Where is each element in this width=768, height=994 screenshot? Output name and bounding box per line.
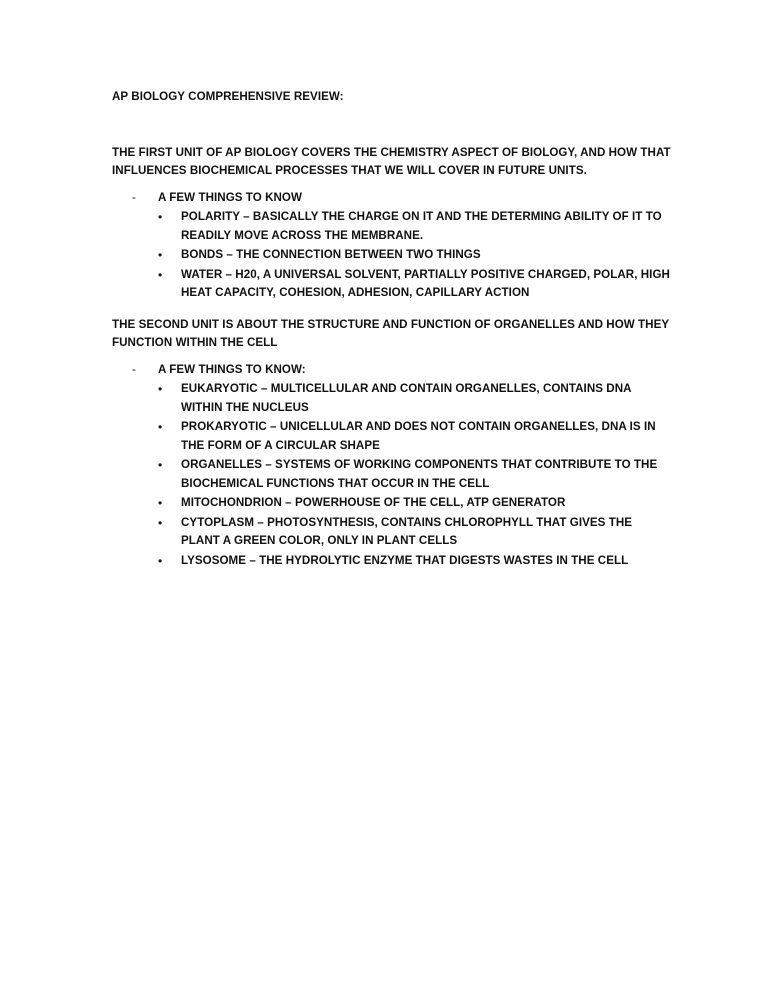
list-item-text: PROKARYOTIC – UNICELLULAR AND DOES NOT CONTAIN ORGANELLES, DNA IS IN THE FORM OF A CIRCULAR SHAPE [181, 420, 656, 452]
list-item-text: BONDS – THE CONNECTION BETWEEN TWO THINGS [181, 248, 481, 261]
unit-1-dash-list [112, 189, 672, 303]
bullet-icon: • [158, 382, 163, 396]
list-item-text: LYSOSOME – THE HYDROLYTIC ENZYME THAT DIGESTS WASTES IN THE CELL [181, 553, 629, 567]
dash-marker: - [132, 362, 136, 376]
list-item [158, 494, 672, 513]
list-item-text: WATER – H20, A UNIVERSAL SOLVENT, PARTIALLY POSITIVE CHARGED, POLAR, HIGH HEAT CAPACITY, COHESION, ADHESION, CAPILLARY ACTION [181, 267, 670, 299]
bullet-icon: • [158, 458, 163, 472]
list-item-text: POLARITY – BASICALLY THE CHARGE ON IT AND THE DETERMING ABILITY OF IT TO READILY MOVE ACROSS THE MEMBRANE. [181, 210, 662, 242]
unit-2-dash-list [112, 361, 672, 571]
list-item [158, 514, 672, 551]
dash-marker: - [132, 190, 136, 204]
bullet-icon: • [158, 496, 163, 510]
unit-2-section [112, 316, 672, 571]
list-item-text: ORGANELLES – SYSTEMS OF WORKING COMPONENTS THAT CONTRIBUTE TO THE BIOCHEMICAL FUNCTIONS THAT OCCUR IN THE CELL [181, 458, 658, 490]
bullet-icon: • [158, 553, 163, 568]
list-item [158, 552, 672, 571]
list-item-text: MITOCHONDRION – POWERHOUSE OF THE CELL, ATP GENERATOR [181, 496, 566, 509]
unit-2-intro: THE SECOND UNIT IS ABOUT THE STRUCTURE AND FUNCTION OF ORGANELLES AND HOW THEY FUNCTION WITHIN THE CELL [112, 317, 669, 349]
unit-2-bullet-list [158, 380, 672, 570]
list-item [158, 266, 672, 303]
unit-1-list-heading: A FEW THINGS TO KNOW [158, 190, 302, 204]
bullet-icon: • [158, 267, 163, 282]
list-item [158, 418, 672, 455]
list-item-text: EUKARYOTIC – MULTICELLULAR AND CONTAIN ORGANELLES, CONTAINS DNA WITHIN THE NUCLEUS [181, 382, 632, 414]
bullet-icon: • [158, 420, 163, 434]
unit-1-section [112, 144, 672, 303]
unit-2-list-heading-item [112, 361, 672, 571]
bullet-icon: • [158, 210, 163, 224]
unit-2-list-heading: A FEW THINGS TO KNOW: [158, 362, 306, 376]
list-item [158, 208, 672, 245]
list-item [158, 246, 672, 265]
unit-1-list-heading-item [112, 189, 672, 303]
document-title: AP BIOLOGY COMPREHENSIVE REVIEW: [112, 90, 344, 103]
bullet-icon: • [158, 248, 163, 262]
list-item [158, 456, 672, 493]
unit-1-intro: THE FIRST UNIT OF AP BIOLOGY COVERS THE CHEMISTRY ASPECT OF BIOLOGY, AND HOW THAT INFLUENCES BIOCHEMICAL PROCESSES THAT WE WILL COVER IN FUTURE UNITS. [112, 145, 671, 177]
list-item-text: CYTOPLASM – PHOTOSYNTHESIS, CONTAINS CHLOROPHYLL THAT GIVES THE PLANT A GREEN COLOR, ONLY IN PLANT CELLS [181, 515, 633, 547]
list-item [158, 380, 672, 417]
bullet-icon: • [158, 515, 163, 530]
unit-1-bullet-list [158, 208, 672, 303]
document-page [112, 88, 672, 570]
